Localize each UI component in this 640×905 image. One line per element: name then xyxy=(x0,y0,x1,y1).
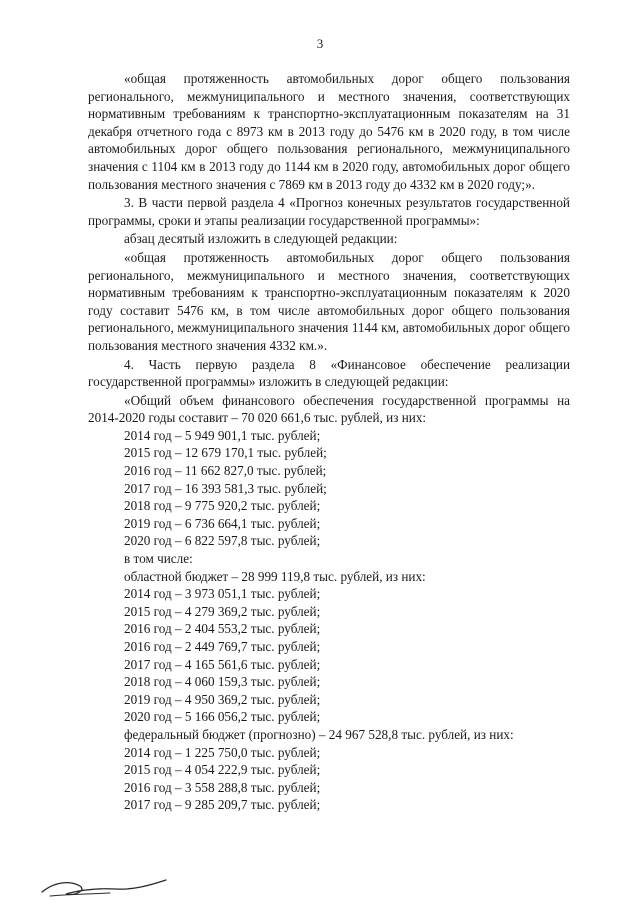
paragraph: 3. В части первой раздела 4 «Прогноз конечных результатов государственной программы, сроки и этапы реализации государственной программы»: xyxy=(88,195,570,228)
list-item: 2017 год – 16 393 581,3 тыс. рублей; xyxy=(124,480,327,496)
list-item: 2014 год – 5 949 901,1 тыс. рублей; xyxy=(124,427,321,443)
paragraph: абзац десятый изложить в следующей редакции: xyxy=(124,231,398,247)
paragraph: «общая протяженность автомобильных дорог общего пользования регионального, межмуниципального и местного значения, соответствующих нормативным требованиям к транспортно-эксплуатационным показателям на 31 декабря отчетного года с 8973 км в 2013 году до 5476 км в 2020 году, в том числе автомобильных дорог общего пользования регионального, межмуниципального значения с 1104 км в 2013 году до 1144 км в 2020 году, автомобильных дорог общего пользования местного значения с 7869 км в 2013 году до 4332 км в 2020 году;». xyxy=(88,71,570,192)
regional-budget-intro: областной бюджет – 28 999 119,8 тыс. рублей, из них: xyxy=(124,568,426,584)
list-item: 2018 год – 9 775 920,2 тыс. рублей; xyxy=(124,498,321,514)
paragraph: «общая протяженность автомобильных дорог общего пользования регионального, межмуниципального и местного значения, соответствующих нормативным требованиям к транспортно-эксплуатационным показателям к 2020 году составит 5476 км, в том числе автомобильных дорог общего пользования регионального, межмуниципального значения 1144 км, автомобильных дорог общего пользования местного значения 4332 км.». xyxy=(88,249,570,353)
including-label: в том числе: xyxy=(124,551,193,567)
list-item: 2018 год – 4 060 159,3 тыс. рублей; xyxy=(124,674,321,690)
list-item: 2020 год – 6 822 597,8 тыс. рублей; xyxy=(124,533,321,549)
list-item: 2014 год – 1 225 750,0 тыс. рублей; xyxy=(124,744,321,760)
list-item: 2016 год – 3 558 288,8 тыс. рублей; xyxy=(124,779,321,795)
list-item: 2016 год – 2 404 553,2 тыс. рублей; xyxy=(124,621,321,637)
page-number: 3 xyxy=(316,36,324,51)
paragraph: 4. Часть первую раздела 8 «Финансовое обеспечение реализации государственной программы» изложить в следующей редакции: xyxy=(88,356,570,390)
list-item: 2017 год – 4 165 561,6 тыс. рублей; xyxy=(124,656,321,672)
list-item: 2014 год – 3 973 051,1 тыс. рублей; xyxy=(124,586,321,602)
list-item: 2020 год – 5 166 056,2 тыс. рублей; xyxy=(124,709,321,725)
list-item: 2015 год – 4 054 222,9 тыс. рублей; xyxy=(124,762,321,778)
list-item: 2016 год – 2 449 769,7 тыс. рублей; xyxy=(124,639,321,654)
total-funding-list xyxy=(88,427,570,550)
paragraph: «Общий объем финансового обеспечения государственной программы на 2014-2020 годы составит – 70 020 661,6 тыс. рублей, из них: xyxy=(88,392,570,426)
list-item: 2015 год – 12 679 170,1 тыс. рублей; xyxy=(124,445,327,461)
regional-funding-list xyxy=(88,585,570,726)
list-item: 2017 год – 9 285 209,7 тыс. рублей; xyxy=(124,797,321,813)
list-item: 2019 год – 6 736 664,1 тыс. рублей; xyxy=(124,515,321,531)
document-body xyxy=(88,70,570,814)
federal-budget-intro: федеральный бюджет (прогнозно) – 24 967 528,8 тыс. рублей, из них: xyxy=(124,726,514,742)
list-item: 2019 год – 4 950 369,2 тыс. рублей; xyxy=(124,691,321,707)
list-item: 2016 год – 11 662 827,0 тыс. рублей; xyxy=(124,463,327,479)
handwritten-signature xyxy=(40,872,170,900)
federal-funding-list xyxy=(88,744,570,814)
list-item: 2015 год – 4 279 369,2 тыс. рублей; xyxy=(124,603,321,619)
